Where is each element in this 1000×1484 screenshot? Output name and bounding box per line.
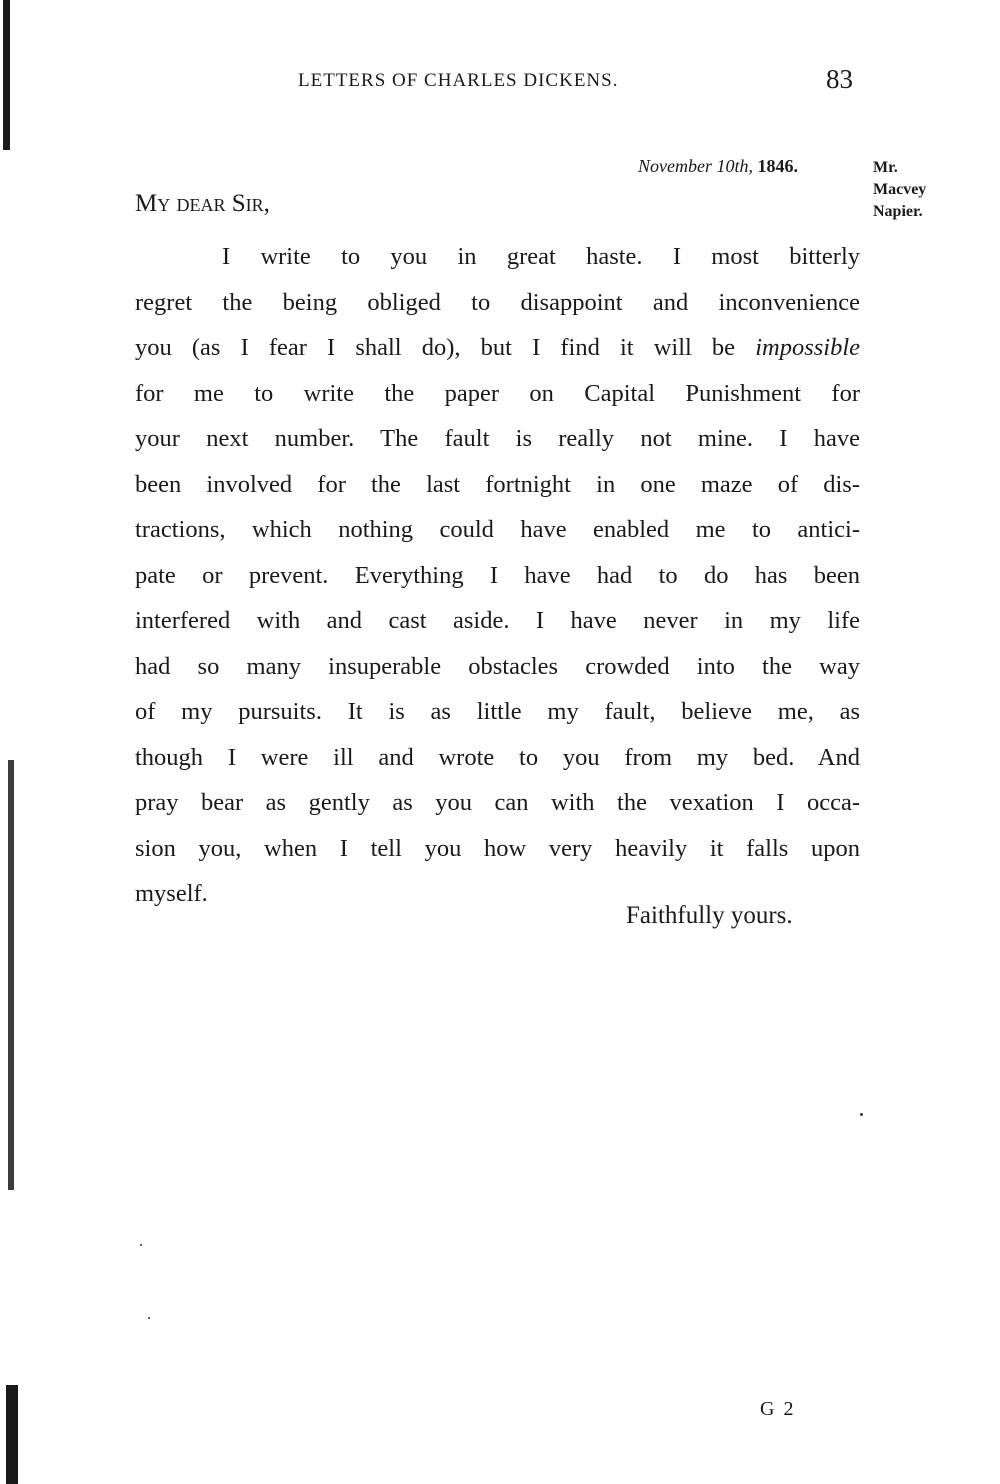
body-line: though I were ill and wrote to you from my bed. And — [135, 743, 860, 771]
body-line: your next number. The fault is really not mine. I have — [135, 425, 860, 452]
body-line: I write to you in great haste. I most bitterly — [222, 243, 860, 270]
margin-note-recipient — [873, 157, 926, 223]
printer-signature-mark: G 2 — [760, 1398, 796, 1420]
margin-note-line: Napier. — [873, 203, 923, 220]
body-line: sion you, when I tell you how very heavily it falls upon — [135, 834, 860, 862]
page-number: 83 — [826, 64, 853, 94]
body-line: had so many insuperable obstacles crowded into the way — [135, 652, 860, 680]
body-line: pray bear as gently as you can with the vexation I occa- — [135, 789, 860, 816]
emphasis-impossible: impossible — [755, 334, 861, 361]
running-head: LETTERS OF CHARLES DICKENS. — [298, 70, 619, 91]
body-line: been involved for the last fortnight in one maze of dis- — [135, 470, 860, 498]
closing: Faithfully yours. — [626, 902, 793, 929]
letter-body — [135, 234, 860, 917]
body-line: pate or prevent. Everything I have had to do has been — [135, 561, 860, 589]
binding-edge-top — [3, 0, 10, 150]
scan-speck — [148, 1317, 150, 1319]
body-line — [135, 325, 860, 371]
body-line: tractions, which nothing could have enabled me to antici- — [135, 516, 860, 543]
margin-note-line: Macvey — [873, 181, 927, 198]
salutation: My dear Sir, — [135, 190, 270, 217]
body-line: regret the being obliged to disappoint and inconvenience — [135, 288, 860, 316]
body-line: of my pursuits. It is as little my fault, believe me, as — [135, 698, 860, 725]
date-month: November — [638, 156, 712, 176]
date-year: 1846. — [757, 156, 798, 176]
body-line: interfered with and cast aside. I have never in my life — [135, 607, 860, 634]
margin-note-line: Mr. — [873, 159, 898, 176]
scan-speck — [140, 1244, 142, 1246]
body-line-text: you (as I fear I shall do), but I find it will be — [135, 334, 736, 361]
letter-date — [638, 156, 798, 177]
date-day: 10th, — [716, 156, 753, 176]
binding-edge-bottom — [6, 1385, 18, 1484]
body-line: myself. — [135, 880, 208, 907]
body-line: for me to write the paper on Capital Punishment for — [135, 379, 860, 407]
scan-speck — [860, 1113, 863, 1116]
binding-edge-middle — [8, 760, 14, 1190]
